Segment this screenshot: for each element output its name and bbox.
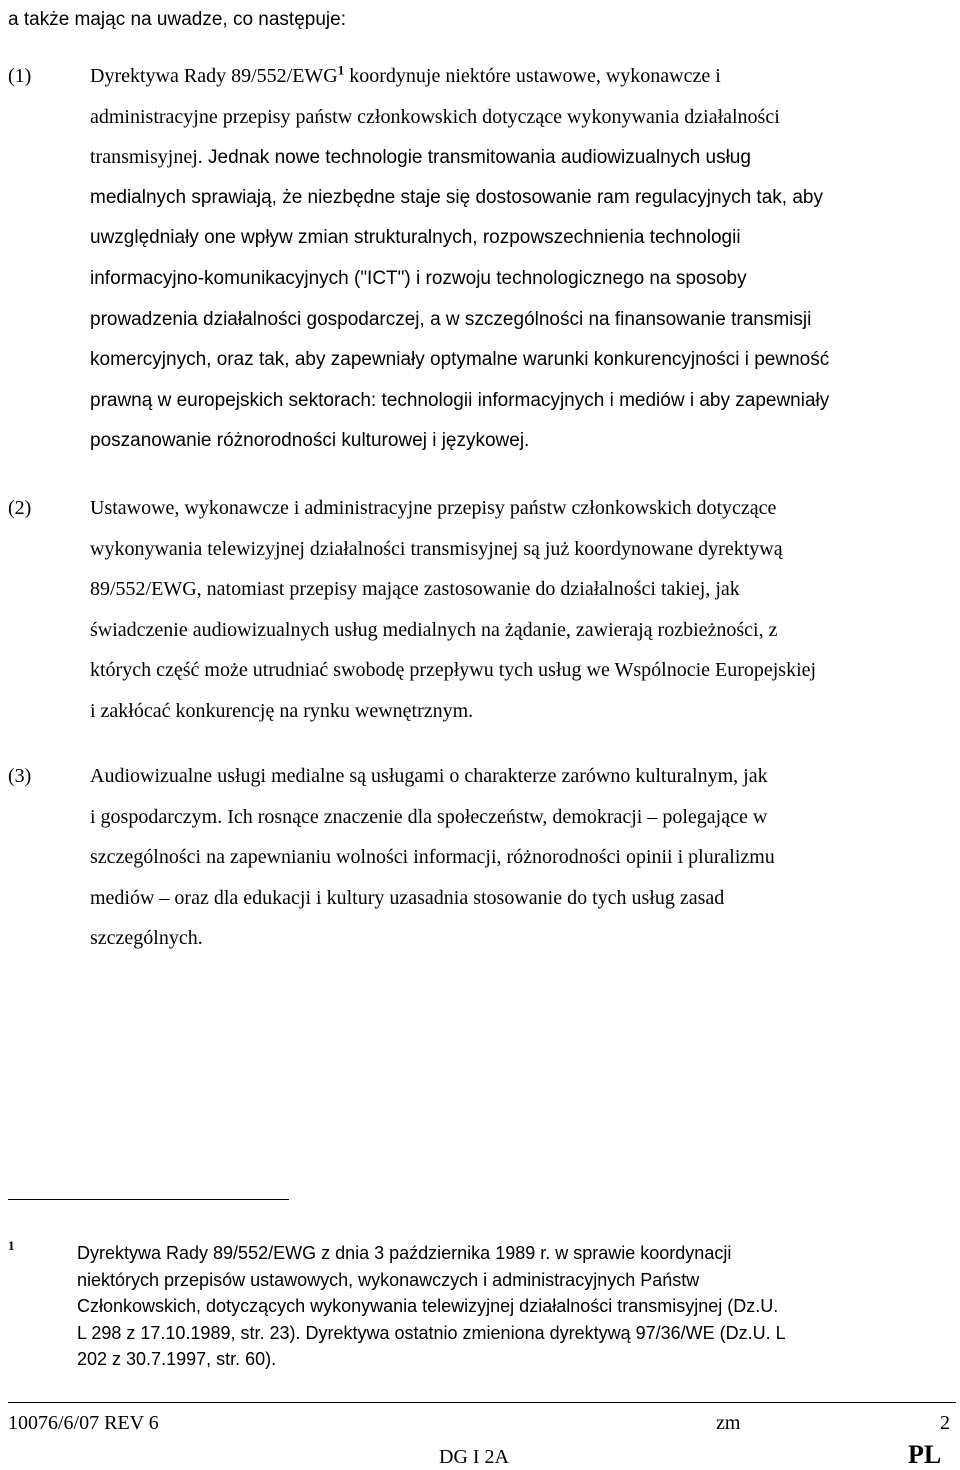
paragraph-line: informacyjno-komunikacyjnych ("ICT") i rozwoju technologicznego na sposoby <box>90 267 747 289</box>
paragraph-line: 89/552/EWG, natomiast przepisy mające zastosowanie do działalności takiej, jak <box>90 578 740 601</box>
paragraph-line: transmisyjnej. Jednak nowe technologie transmitowania audiowizualnych usług <box>90 146 751 169</box>
paragraph-line: i zakłócać konkurencję na rynku wewnętrznym. <box>90 699 474 722</box>
paragraph-line: szczególnych. <box>90 927 203 950</box>
paragraph-line: komercyjnych, oraz tak, aby zapewniały optymalne warunki konkurencyjności i pewność <box>90 349 830 371</box>
footnote-line: L 298 z 17.10.1989, str. 23). Dyrektywa ostatnio zmieniona dyrektywą 97/36/WE (Dz.U. L <box>77 1322 786 1343</box>
paragraph-line: medialnych sprawiają, że niezbędne staje się dostosowanie ram regulacyjnych tak, aby <box>90 186 823 208</box>
footnote-separator <box>8 1199 289 1200</box>
paragraph-line: wykonywania telewizyjnej działalności transmisyjnej są już koordynowane dyrektywą <box>90 537 783 560</box>
footnote-line: Dyrektywa Rady 89/552/EWG z dnia 3 października 1989 r. w sprawie koordynacji <box>77 1243 732 1263</box>
paragraph-body <box>90 756 952 959</box>
paragraph-line: Audiowizualne usługi medialne są usługami o charakterze zarówno kulturalnym, jak <box>90 765 768 787</box>
intro-line: a także mając na uwadze, co następuje: <box>8 9 346 30</box>
footnote-body <box>77 1240 957 1373</box>
paragraph-line: których część może utrudniać swobodę przepływu tych usług we Wspólnocie Europejskiej <box>90 659 817 682</box>
footnote-line: Członkowskich, dotyczących wykonywania telewizyjnej działalności transmisyjnej (Dz.U. <box>77 1296 779 1317</box>
paragraph-number: (2) <box>8 497 32 519</box>
document-code: 10076/6/07 REV 6 <box>8 1412 159 1434</box>
footnote-line: 202 z 30.7.1997, str. 60). <box>77 1349 277 1370</box>
paragraph-line: Dyrektywa Rady 89/552/EWG$^1$ koordynuje niektóre ustawowe, wykonawcze i <box>90 62 721 87</box>
paragraph-body <box>90 56 952 462</box>
paragraph-number: (1) <box>8 65 32 87</box>
footnote-reference[interactable]: 1 <box>337 62 345 78</box>
paragraph-line: prowadzenia działalności gospodarczej, a w szczególności na finansowanie transmisji <box>90 308 812 330</box>
paragraph-line: prawną w europejskich sektorach: technologii informacyjnych i mediów i aby zapewniały <box>90 389 830 411</box>
paragraph-line: mediów – oraz dla edukacji i kultury uzasadnia stosowanie do tych usług zasad <box>90 886 725 909</box>
paragraph-line: uwzględniały one wpływ zmian strukturalnych, rozpowszechnienia technologii <box>90 227 741 249</box>
paragraph-line: Ustawowe, wykonawcze i administracyjne przepisy państw członkowskich dotyczące <box>90 497 777 519</box>
department-code: DG I 2A <box>439 1446 509 1468</box>
paragraph-number: (3) <box>8 765 32 787</box>
language-code: PL <box>908 1440 942 1469</box>
paragraph-line: szczególności na zapewnianiu wolności informacji, różnorodności opinii i pluralizmu <box>90 846 775 869</box>
page-number: 2 <box>940 1412 950 1434</box>
paragraph-body <box>90 488 952 732</box>
author-initials: zm <box>716 1412 741 1434</box>
paragraph-line: poszanowanie różnorodności kulturowej i językowej. <box>90 430 530 452</box>
footnote-mark: 1 <box>8 1238 15 1253</box>
footnote-line: niektórych przepisów ustawowych, wykonawczych i administracyjnych Państw <box>77 1269 700 1290</box>
paragraph-line: świadczenie audiowizualnych usług medialnych na żądanie, zawierają rozbieżności, z <box>90 618 778 641</box>
paragraph-line: i gospodarczym. Ich rosnące znaczenie dla społeczeństw, demokracji – polegające w <box>90 805 768 828</box>
paragraph-line: administracyjne przepisy państw członkowskich dotyczące wykonywania działalności <box>90 105 780 128</box>
footer-separator <box>8 1402 956 1403</box>
